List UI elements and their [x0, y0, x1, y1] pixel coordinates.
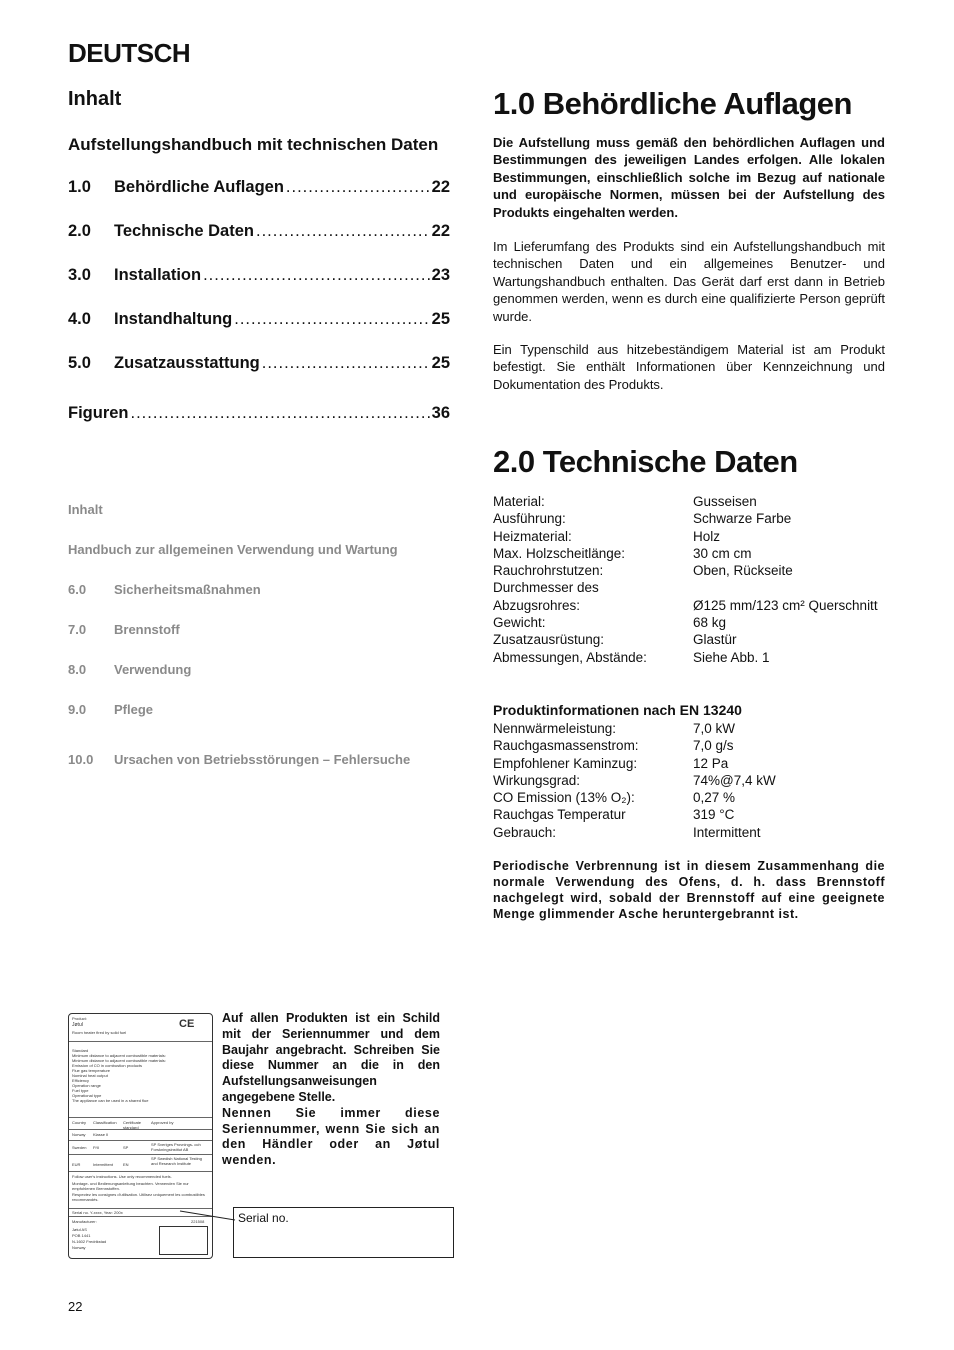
language-heading: DEUTSCH — [68, 38, 191, 68]
toc-number: 4.0 — [68, 310, 91, 328]
toc-number: 5.0 — [68, 354, 91, 372]
product-info-title: Produktinformationen nach EN 13240 — [493, 702, 742, 718]
secondary-toc-entry: 7.0 Brennstoff — [68, 622, 180, 637]
page-number: 22 — [68, 1299, 83, 1314]
spec-row: Rauchrohrstutzen: Oben, Rückseite — [493, 563, 793, 579]
toc-title: Installation — [114, 266, 202, 284]
periodic-combustion-note: Periodische Verbrennung ist in diesem Zusammenhang die normale Verwendung des Ofens, d. h. dass Brennstoff nachgelegt wird, sobald der Brennstoff auf eine geeignete Menge glimmender Asche heruntergebrannt ist. — [493, 859, 885, 921]
toc-page: 25 — [431, 310, 450, 328]
serial-number-box[interactable] — [233, 1207, 454, 1258]
spec-row: CO Emission (13% O₂): 0,27 % — [493, 790, 736, 806]
ce-mark: CE — [179, 1018, 195, 1030]
toc-page: 36 — [431, 404, 450, 422]
label-instructions: Auf allen Produkten ist ein Schild mit der Seriennummer und dem Baujahr angebracht. Schreiben Sie diese Nummer an die in den Aufstellungsanweisungen angegebene Stelle. Nennen Sie immer diese Seriennummer, wenn Sie sich an den Händler oder an Jøtul wenden. — [222, 1011, 440, 1168]
toc-number: 1.0 — [68, 178, 91, 196]
plate-serial: Serial no. Y-xxxx, Year: 200x — [72, 1210, 123, 1215]
spec-row: Abmessungen, Abstände: Siehe Abb. 1 — [493, 649, 770, 665]
section-2-title: 2.0 Technische Daten — [493, 444, 798, 479]
spec-row: Durchmesser des — [493, 580, 599, 596]
contents-heading: Inhalt — [68, 88, 122, 110]
toc-number: 3.0 — [68, 266, 91, 284]
toc-title: Technische Daten — [114, 222, 254, 240]
toc-page: 22 — [431, 178, 450, 196]
toc-number: 2.0 — [68, 222, 91, 240]
spec-row: Gewicht: 68 kg — [493, 615, 727, 631]
secondary-manual-title: Handbuch zur allgemeinen Verwendung und Wartung — [68, 542, 398, 557]
secondary-toc-entry: 6.0 Sicherheitsmaßnahmen — [68, 582, 261, 597]
spec-row: Zusatzausrüstung: Glastür — [493, 632, 737, 648]
spec-row: Rauchgasmassenstrom: 7,0 g/s — [493, 738, 734, 754]
secondary-toc-entry: 10.0 Ursachen von Betriebsstörungen – Fehlersuche — [68, 752, 411, 767]
toc-title: Zusatzausstattung — [114, 354, 260, 372]
toc-page: 23 — [431, 266, 450, 284]
spec-row: Max. Holzscheitlänge: 30 cm cm — [493, 545, 752, 561]
spec-row: Wirkungsgrad: 74%@7,4 kW — [493, 772, 776, 788]
toc-page: 25 — [431, 354, 450, 372]
spec-row: Abzugsrohres: Ø125 mm/123 cm² Querschnitt — [493, 597, 878, 613]
toc-title: Figuren — [68, 404, 129, 422]
technical-specs — [493, 493, 893, 666]
toc-title: Behördliche Auflagen — [114, 178, 284, 196]
toc-page: 22 — [431, 222, 450, 240]
secondary-contents-heading: Inhalt — [68, 502, 103, 517]
spec-row: Ausführung: Schwarze Farbe — [493, 511, 792, 527]
spec-row: Heizmaterial: Holz — [493, 528, 721, 544]
spec-row: Gebrauch: Intermittent — [493, 824, 761, 840]
serial-label: Serial no. — [238, 1211, 289, 1225]
spec-row: Rauchgas Temperatur 319 °C — [493, 807, 735, 823]
secondary-toc-entry: 9.0 Pflege — [68, 702, 154, 717]
secondary-toc-entry: 8.0 Verwendung — [68, 662, 192, 677]
section-1-bold-paragraph: Die Aufstellung muss gemäß den behördlichen Auflagen und Bestimmungen des jeweiligen Landes erfolgen. Alle lokalen Bestimmungen, einschließlich solche im Bezug auf nationale und europäische Normen, müssen bei der Aufstellung des Produkts eingehalten werden. — [493, 135, 885, 220]
section-1-paragraph-3: Ein Typenschild aus hitzebeständigem Material ist am Produkt befestigt. Sie enthält Informationen über Kennzeichnung und Dokumentation des Produkts. — [493, 342, 885, 392]
toc-title: Instandhaltung — [114, 310, 233, 328]
spec-row: Material: Gusseisen — [493, 494, 757, 509]
product-info-specs — [493, 720, 893, 841]
section-1-paragraph-2: Im Lieferumfang des Produkts sind ein Aufstellungshandbuch mit technischen Daten und ein allgemeines Benutzer- und Wartungshandbuch enthalten. Das Gerät darf erst dann in Betrieb genommen werden, wenn es durch eine qualifizierte Person geprüft wurde. — [493, 239, 885, 324]
spec-row: Empfohlener Kaminzug: 12 Pa — [493, 755, 729, 771]
type-plate-illustration: Product: Jøtul Room heater fired by solid fuel CE Standard Minimum distance to adjacent combustible materials: Minimum distance to adjacent combustible materials: Emission of CO in combustion products Flue gas temperature Nominal heat output Efficiency Operation range Fuel type Operational type The appliance can be used in a shared flue Country Classification Certificate standard Approved by Norway Klasse II Sweden P/II SP SP Sveriges Provnings- och Forskningsinstitut AB EUR Intermittent EN SP Swedish National Testing and Research Institute Follow user's instructions. Use only recommended fuels. Montage- und Bedienungsanleitung beachten. Verwenden Sie nur empfohlenen Brennstoffen. Respectez les consignes d'utilisation. Utilisez uniquement les combustibles recommandés. Serial no. Y-xxxx, Year: 200x Manufacturer: 221508 Jøtul AS POB 1441 N-1602 Fredrikstad Norway — [68, 1013, 213, 1259]
manual-title: Aufstellungshandbuch mit technischen Daten — [68, 135, 439, 154]
spec-row: Nennwärmeleistung: 7,0 kW — [493, 721, 736, 736]
section-1-title: 1.0 Behördliche Auflagen — [493, 86, 852, 121]
